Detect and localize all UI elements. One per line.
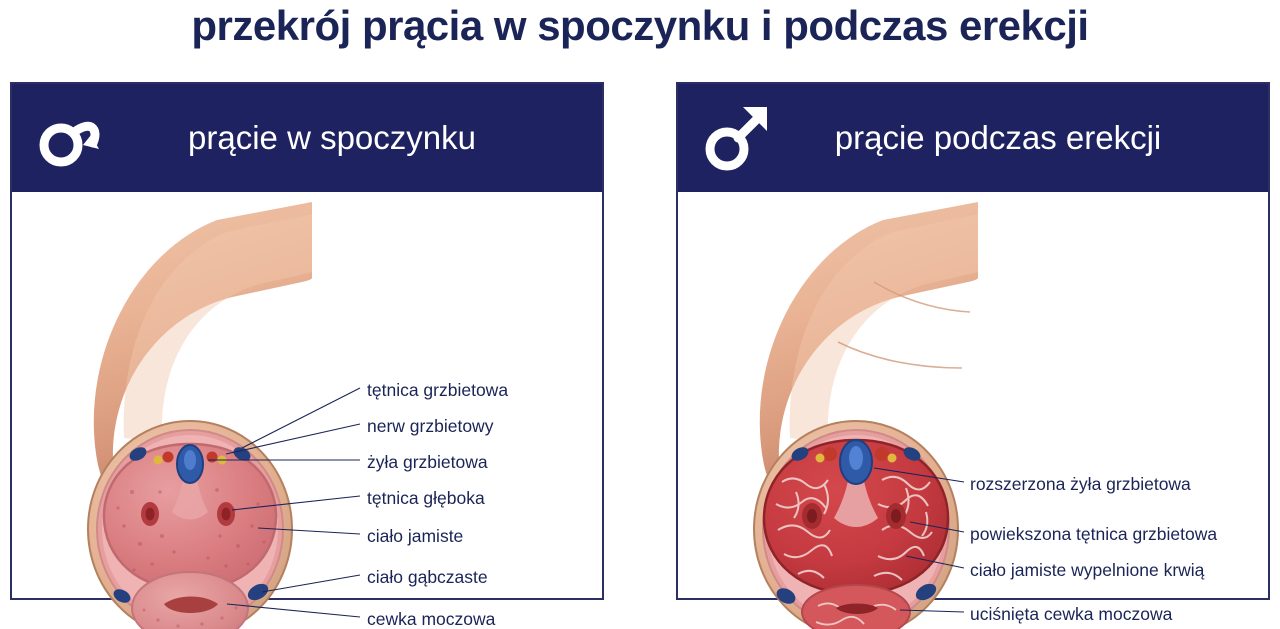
male-symbol-erect-icon <box>678 101 798 175</box>
panel-title-rest: prącie w spoczynku <box>188 119 476 156</box>
label-corpus-cavernosum: ciało jamiste <box>367 526 464 546</box>
panel-header-rest <box>12 84 602 192</box>
label-compressed-urethra: uciśnięta cewka moczowa <box>970 604 1173 624</box>
penis-cross-section-rest-illustration <box>12 192 602 598</box>
panel-title-erect: prącie podczas erekcji <box>834 119 1162 156</box>
label-dorsal-vein: żyła grzbietowa <box>367 452 488 472</box>
label-enlarged-dorsal-artery: powiekszona tętnica grzbietowa <box>970 524 1218 544</box>
label-corpus-spongiosum: ciało gąbczaste <box>367 567 488 587</box>
penis-cross-section-erect-illustration <box>678 192 1268 598</box>
panel-body-erect <box>678 192 1268 624</box>
label-corpus-cavernosum-filled: ciało jamiste wypelnione krwią <box>970 560 1205 580</box>
panel-body-rest <box>12 192 602 629</box>
page-title: przekrój prącia w spoczynku i podczas erekcji <box>191 2 1089 49</box>
label-dorsal-nerve: nerw grzbietowy <box>367 416 494 436</box>
label-urethra: cewka moczowa <box>367 609 496 629</box>
panel-penis-at-rest <box>10 82 604 629</box>
panel-header-erect <box>678 84 1268 192</box>
panel-penis-erect <box>676 82 1270 624</box>
label-deep-artery: tętnica głęboka <box>367 488 485 508</box>
label-dorsal-artery: tętnica grzbietowa <box>367 380 509 400</box>
male-symbol-flaccid-icon <box>12 101 132 175</box>
label-dilated-dorsal-vein: rozszerzona żyła grzbietowa <box>970 474 1191 494</box>
